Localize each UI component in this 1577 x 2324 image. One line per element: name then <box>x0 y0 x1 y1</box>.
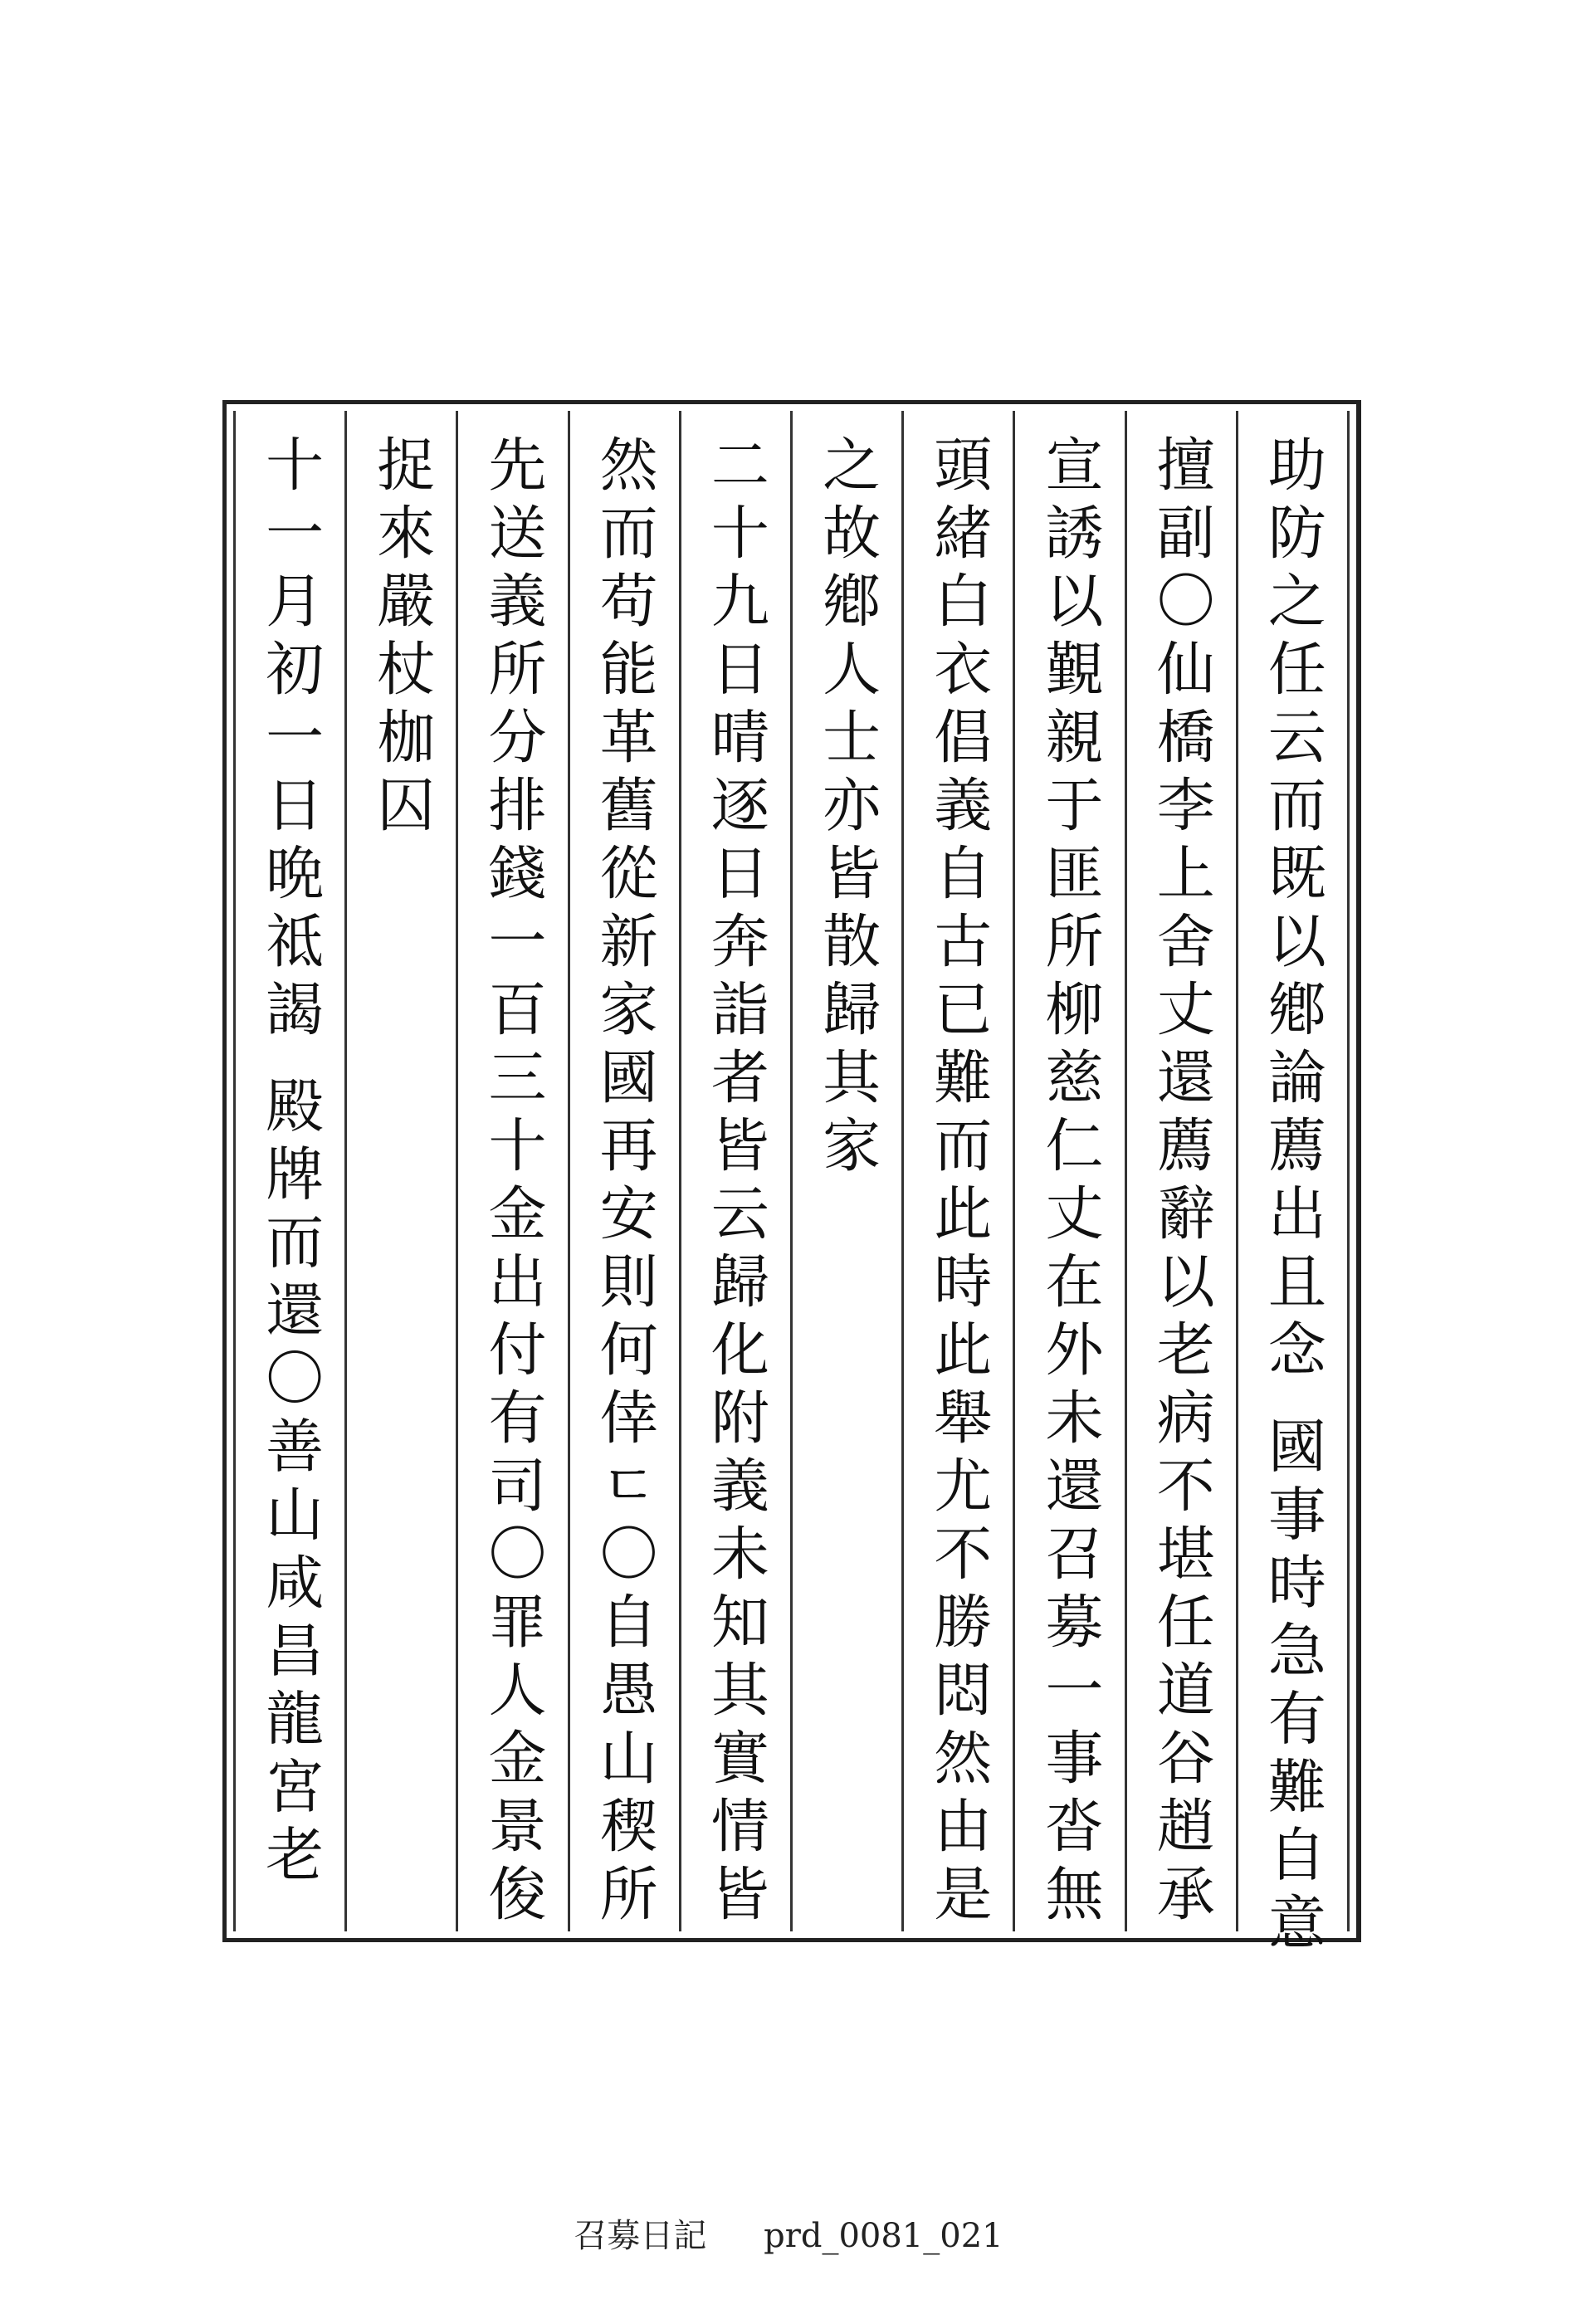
column-10 <box>236 411 344 1931</box>
text-columns <box>236 411 1347 1960</box>
column-text: 之故鄕人士亦皆散歸其家 <box>813 434 881 1183</box>
page-code: prd_0081_021 <box>764 2217 1003 2255</box>
column-text: 然而苟能革舊從新家國再安則何倖ㄷ〇自愚山稧所 <box>590 434 659 1931</box>
column-text: 頭緒白衣倡義自古已難而此時此舉尤不勝悶然由是 <box>924 434 993 1931</box>
inner-frame <box>233 411 1350 1960</box>
column-6 <box>679 411 790 1931</box>
column-text: 擅副〇仙橋李上舍丈還薦辭以老病不堪任道谷趙承 <box>1147 434 1216 1931</box>
column-1 <box>1236 411 1347 1960</box>
column-2 <box>1125 411 1236 1931</box>
column-text: 捉來嚴杖枷囚 <box>367 434 436 842</box>
column-5 <box>790 411 901 1931</box>
page-footer <box>0 2209 1577 2257</box>
column-3 <box>1013 411 1124 1931</box>
column-4 <box>901 411 1013 1931</box>
document-title: 召募日記 <box>574 2217 707 2255</box>
column-text: 助防之任云而既以鄕論薦出且念 國事時急有難自意 <box>1258 434 1327 1960</box>
column-8 <box>456 411 567 1931</box>
column-text: 先送義所分排錢一百三十金出付有司〇罪人金景俊 <box>478 434 547 1931</box>
column-9 <box>344 411 456 1931</box>
column-text: 十一月初一日晩祗謁 殿牌而還〇善山咸昌龍宮老 <box>256 434 325 1892</box>
column-text: 二十九日晴逐日奔詣者皆云歸化附義未知其實情皆 <box>701 434 770 1931</box>
page-frame <box>222 400 1361 1960</box>
column-7 <box>568 411 679 1931</box>
column-text: 宣誘以覲親于匪所柳慈仁丈在外未還召募一事沓無 <box>1035 434 1104 1931</box>
